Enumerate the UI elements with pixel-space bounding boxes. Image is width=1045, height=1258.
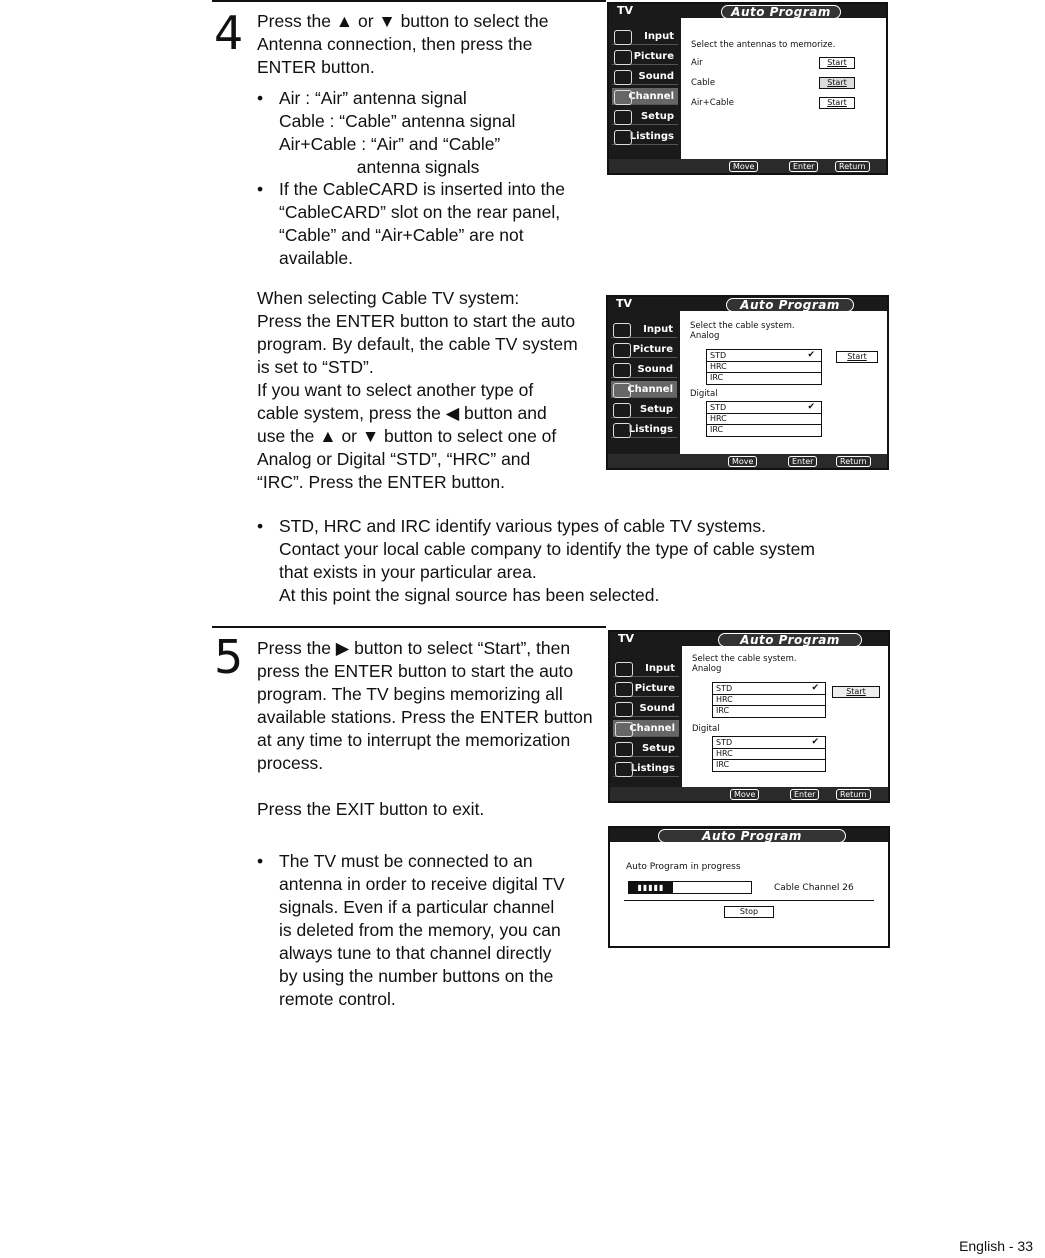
digital-hrc-option[interactable]: HRC xyxy=(707,413,821,425)
analog-irc-option[interactable]: IRC xyxy=(716,706,730,715)
menu-channel[interactable]: Channel xyxy=(611,381,677,398)
menu-input[interactable]: Input xyxy=(613,660,679,677)
osd-title: Auto Program xyxy=(718,633,862,647)
step5-intro: Press the ▶ button to select “Start”, then press the ENTER button to start the auto program. The TV begins memorizing all available stations. Press the ENTER button at any time to interrupt the memorization process. xyxy=(257,638,593,773)
sound-icon xyxy=(614,70,632,85)
input-icon xyxy=(615,662,633,677)
menu-sound[interactable]: Sound xyxy=(612,68,678,85)
menu-setup[interactable]: Setup xyxy=(612,108,678,125)
digital-options xyxy=(706,401,822,437)
step5-exit: Press the EXIT button to exit. xyxy=(257,799,485,819)
enter-hint: Enter xyxy=(789,161,818,172)
channel-icon xyxy=(615,722,633,737)
sound-icon xyxy=(615,702,633,717)
aircable-start-button[interactable]: Start xyxy=(819,97,855,109)
return-hint: Return xyxy=(836,789,871,800)
step4-cable-instructions: When selecting Cable TV system: Press the ENTER button to start the auto program. By default, the cable TV system is set to “STD”. If you want to select another type of cable system, press the ◀ button and use the ▲ or ▼ button to select one of Analog or Digital “STD”, “HRC” and “IRC”. Press the ENTER button. xyxy=(257,288,578,492)
analog-options xyxy=(706,349,822,385)
step4-rule xyxy=(212,0,606,2)
menu-listings[interactable]: Listings xyxy=(613,760,679,777)
move-hint: Move xyxy=(730,789,759,800)
cable-system-start-button[interactable]: Start xyxy=(836,351,878,363)
picture-icon xyxy=(613,343,631,358)
osd-cable-system-screen: TV Auto Program Input Picture Sound Channel Setup Listings Select the cable system. Analog STD ✔ HRC IRC Start Digital STD ✔ HRC IRC Move Enter Return xyxy=(606,295,889,470)
page-footer: English - 33 xyxy=(959,1238,1033,1254)
osd-antenna-screen: TV Auto Program Input Picture Sound Channel Setup Listings Select the antennas to memorize. Air Start Cable Start Air+Cable Start Move Enter Return xyxy=(607,2,888,175)
digital-std-option[interactable]: STD ✔ xyxy=(713,737,825,749)
menu-setup[interactable]: Setup xyxy=(613,740,679,757)
digital-label: Digital xyxy=(692,724,720,734)
digital-options xyxy=(712,736,826,772)
move-hint: Move xyxy=(728,456,757,467)
move-hint: Move xyxy=(729,161,758,172)
menu-sound[interactable]: Sound xyxy=(611,361,677,378)
check-icon: ✔ xyxy=(811,683,819,693)
osd-prompt: Select the cable system. xyxy=(692,654,797,664)
digital-hrc-option[interactable]: HRC xyxy=(713,748,825,760)
step5-bullet-antenna-note: • The TV must be connected to an antenna in order to receive digital TV signals. Even if a particular channel is deleted from the memory, you can always tune to that channel directly by using the number buttons on the remote control. xyxy=(257,851,565,1009)
enter-hint: Enter xyxy=(790,789,819,800)
input-icon xyxy=(613,323,631,338)
setup-icon xyxy=(614,110,632,125)
osd-side-menu xyxy=(608,311,680,454)
progress-status: Auto Program in progress xyxy=(626,862,741,872)
cable-start-button[interactable]: Start xyxy=(819,77,855,89)
antenna-air-label: Air xyxy=(691,58,703,68)
analog-irc-option[interactable]: IRC xyxy=(710,373,724,382)
menu-channel[interactable]: Channel xyxy=(613,720,679,737)
step4-bullet-cable-systems: • STD, HRC and IRC identify various types of cable TV systems. Contact your local cable company to identify the type of cable system that exists in your particular area. At this point the signal source has been selected. xyxy=(257,516,815,605)
start-button-selected[interactable]: Start xyxy=(832,686,880,698)
osd-prompt: Select the cable system. xyxy=(690,321,795,331)
listings-icon xyxy=(614,130,632,145)
analog-std-option[interactable]: STD ✔ xyxy=(713,683,825,695)
picture-icon xyxy=(614,50,632,65)
analog-hrc-option[interactable]: HRC xyxy=(713,694,825,706)
return-hint: Return xyxy=(835,161,870,172)
stop-button[interactable]: Stop xyxy=(724,906,774,918)
osd-prompt: Select the antennas to memorize. xyxy=(691,40,836,50)
osd-title: Auto Program xyxy=(658,829,846,843)
osd-side-menu xyxy=(610,646,682,787)
menu-sound[interactable]: Sound xyxy=(613,700,679,717)
check-icon: ✔ xyxy=(811,737,819,747)
air-start-button[interactable]: Start xyxy=(819,57,855,69)
antenna-aircable-label: Air+Cable xyxy=(691,98,734,108)
osd-title: Auto Program xyxy=(721,5,841,19)
menu-input[interactable]: Input xyxy=(611,321,677,338)
progress-bar xyxy=(628,881,752,894)
menu-picture[interactable]: Picture xyxy=(611,341,677,358)
menu-setup[interactable]: Setup xyxy=(611,401,677,418)
setup-icon xyxy=(615,742,633,757)
analog-label: Analog xyxy=(692,664,722,674)
menu-picture[interactable]: Picture xyxy=(612,48,678,65)
progress-fill: ▮▮▮▮▮ xyxy=(629,882,673,893)
menu-listings[interactable]: Listings xyxy=(612,128,678,145)
menu-channel[interactable]: Channel xyxy=(612,88,678,105)
osd-start-screen: TV Auto Program Input Picture Sound Channel Setup Listings Select the cable system. Analog STD ✔ HRC IRC Start Digital STD ✔ HRC IRC Move Enter Return xyxy=(608,630,890,803)
osd-side-menu xyxy=(609,18,681,159)
menu-picture[interactable]: Picture xyxy=(613,680,679,697)
check-icon: ✔ xyxy=(807,350,815,360)
step4-bullet-cablecard: • If the CableCARD is inserted into the “CableCARD” slot on the rear panel, “Cable” and “Air+Cable” are not available. xyxy=(257,179,565,268)
enter-hint: Enter xyxy=(788,456,817,467)
listings-icon xyxy=(613,423,631,438)
analog-std-option[interactable]: STD ✔ xyxy=(707,350,821,362)
step4-number: 4 xyxy=(214,6,244,60)
antenna-cable-label: Cable xyxy=(691,78,716,88)
digital-irc-option[interactable]: IRC xyxy=(716,760,730,769)
digital-std-option[interactable]: STD ✔ xyxy=(707,402,821,414)
picture-icon xyxy=(615,682,633,697)
digital-irc-option[interactable]: IRC xyxy=(710,425,724,434)
return-hint: Return xyxy=(836,456,871,467)
step5-rule xyxy=(212,626,606,628)
analog-options xyxy=(712,682,826,718)
input-icon xyxy=(614,30,632,45)
menu-listings[interactable]: Listings xyxy=(611,421,677,438)
progress-channel: Cable Channel 26 xyxy=(774,883,854,893)
channel-icon xyxy=(614,90,632,105)
step4-intro: Press the ▲ or ▼ button to select the Antenna connection, then press the ENTER button. xyxy=(257,11,549,77)
channel-icon xyxy=(613,383,631,398)
analog-hrc-option[interactable]: HRC xyxy=(707,361,821,373)
sound-icon xyxy=(613,363,631,378)
menu-input[interactable]: Input xyxy=(612,28,678,45)
step4-bullet-antenna: • Air : “Air” antenna signal Cable : “Cable” antenna signal Air+Cable : “Air” and “Cable” antenna signals xyxy=(257,88,516,177)
osd-progress-screen xyxy=(608,826,890,948)
analog-label: Analog xyxy=(690,331,720,341)
check-icon: ✔ xyxy=(807,402,815,412)
osd-title: Auto Program xyxy=(726,298,854,312)
listings-icon xyxy=(615,762,633,777)
step5-number: 5 xyxy=(214,630,244,684)
digital-label: Digital xyxy=(690,389,718,399)
setup-icon xyxy=(613,403,631,418)
